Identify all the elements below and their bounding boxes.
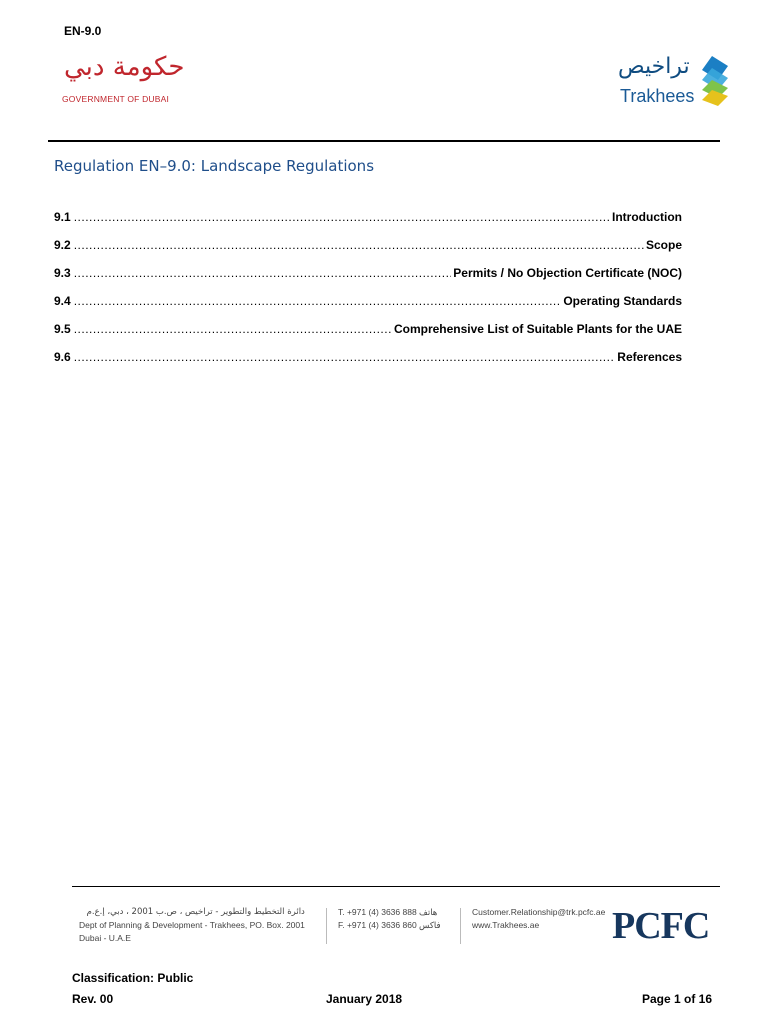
pcfc-logo: PCFC	[612, 905, 710, 947]
toc-entry-number: 9.6	[54, 350, 71, 364]
classification-label: Classification: Public	[72, 971, 194, 985]
footer-contact-band	[72, 896, 732, 952]
footer-address	[79, 906, 305, 945]
trakhees-layers-icon	[698, 54, 732, 112]
footer-fax: F. +971 (4) 3636 860 فاكس	[338, 920, 441, 930]
toc-entry-number: 9.3	[54, 266, 71, 280]
toc-leader-dots	[74, 238, 644, 252]
toc-entry-9-4[interactable]	[54, 294, 682, 322]
footer-email[interactable]: Customer.Relationship@trk.pcfc.ae	[472, 907, 606, 917]
toc-entry-number: 9.2	[54, 238, 71, 252]
trakhees-logo-arabic: تراخيص	[618, 54, 690, 79]
toc-entry-title: Comprehensive List of Suitable Plants for the UAE	[393, 322, 682, 336]
footer-address-arabic: دائرة التخطيط والتطوير - تراخيص ، ص.ب 2001 ، دبي، إ.ع.م	[86, 907, 305, 917]
toc-entry-9-3[interactable]	[54, 266, 682, 294]
toc-entry-number: 9.1	[54, 210, 71, 224]
revision-label: Rev. 00	[72, 992, 114, 1006]
toc-entry-number: 9.5	[54, 322, 71, 336]
toc-entry-number: 9.4	[54, 294, 71, 308]
toc-leader-dots	[74, 350, 616, 364]
toc-leader-dots	[74, 210, 610, 224]
toc-leader-dots	[74, 266, 452, 280]
trakhees-logo-english: Trakhees	[620, 86, 695, 106]
document-title: Regulation EN–9.0: Landscape Regulations	[54, 157, 375, 175]
footer-rule	[72, 886, 720, 887]
toc-entry-title: Introduction	[612, 210, 682, 224]
document-date: January 2018	[326, 992, 403, 1006]
footer-address-line-2: Dubai - U.A.E	[79, 933, 131, 943]
toc-entry-9-2[interactable]	[54, 238, 682, 266]
dubai-logo-arabic: حكومة دبي	[64, 52, 185, 82]
toc-entry-title: Scope	[645, 238, 682, 252]
dubai-logo-english: GOVERNMENT OF DUBAI	[62, 94, 170, 104]
footer-contact-block	[472, 906, 605, 932]
toc-leader-dots	[74, 322, 392, 336]
footer-phone-block	[338, 906, 441, 932]
government-of-dubai-logo	[58, 52, 185, 104]
page-number: Page 1 of 16	[642, 992, 713, 1006]
header-rule	[48, 140, 720, 142]
footer-address-line-1: Dept of Planning & Development - Trakhees, PO. Box. 2001	[79, 920, 305, 930]
toc-entry-title: Permits / No Objection Certificate (NOC)	[453, 266, 682, 280]
toc-entry-9-6[interactable]	[54, 350, 682, 378]
document-code: EN-9.0	[64, 24, 102, 38]
trakhees-logo	[612, 50, 742, 116]
toc-entry-title: References	[617, 350, 682, 364]
footer-separator	[460, 908, 461, 944]
table-of-contents	[54, 210, 682, 378]
toc-entry-title: Operating Standards	[563, 294, 682, 308]
footer-separator	[326, 908, 327, 944]
toc-entry-9-1[interactable]	[54, 210, 682, 238]
footer-website[interactable]: www.Trakhees.ae	[472, 920, 540, 930]
footer-phone: T. +971 (4) 3636 888 هاتف	[338, 907, 438, 917]
toc-leader-dots	[74, 294, 562, 308]
toc-entry-9-5[interactable]	[54, 322, 682, 350]
